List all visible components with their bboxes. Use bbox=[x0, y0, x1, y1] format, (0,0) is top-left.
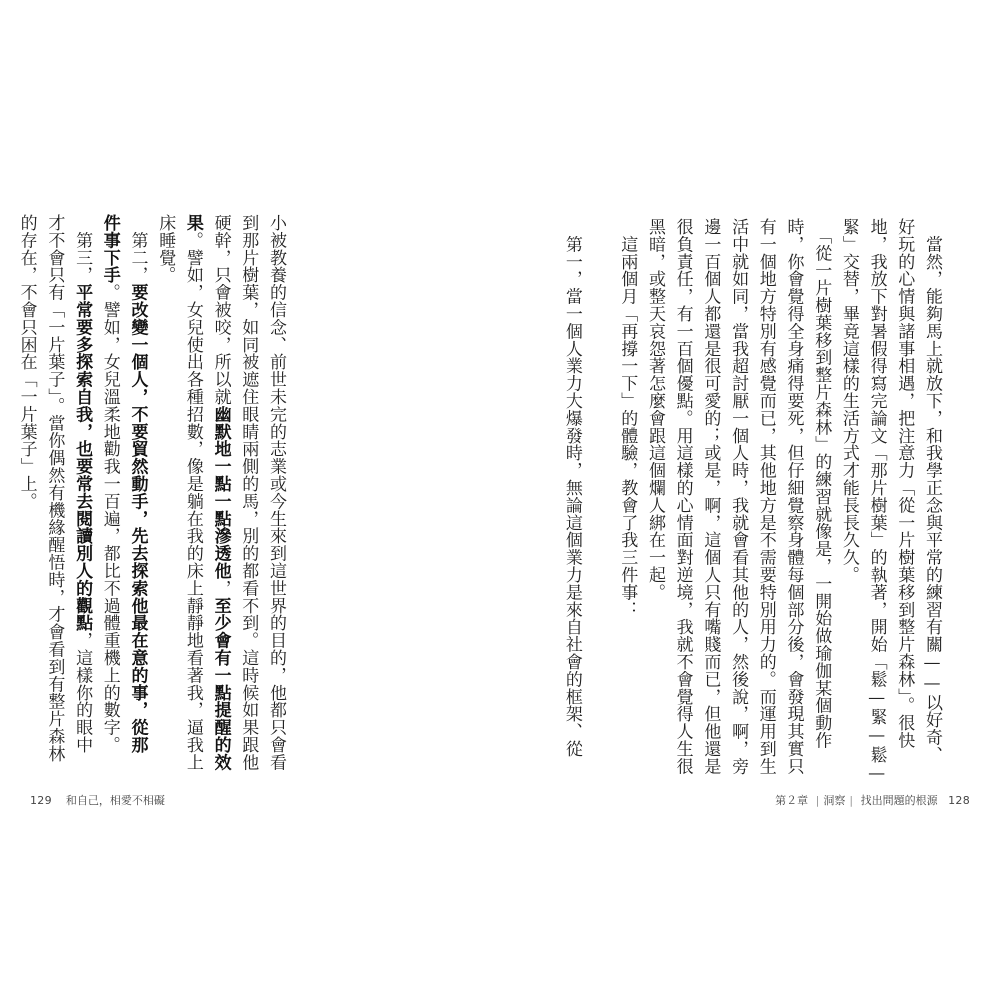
emphasis-text: 幽默地一點一點滲透他 bbox=[210, 405, 231, 580]
right-page-body bbox=[557, 218, 945, 784]
chapter-label: 第２章 bbox=[775, 794, 809, 807]
footer-separator: | bbox=[849, 794, 854, 807]
right-page-footer bbox=[775, 792, 970, 808]
emphasis-text: 果 bbox=[182, 214, 203, 232]
emphasis-text: 至少會有一點提醒的效 bbox=[210, 596, 231, 771]
section-label: 洞察 bbox=[823, 794, 846, 807]
left-page-text-line: 小被教養的信念、前世未完的志業或今生來到這世界的目的，他都只會看 bbox=[266, 214, 286, 771]
chapter-title: 找出問題的根源 bbox=[860, 794, 938, 807]
right-page-text-line: 活中就如同，當我超討厭一個人時，我就會看其他的人，然後說，啊，旁 bbox=[728, 218, 749, 775]
right-page-text-line: 好玩的心情與諸事相遇，把注意力「從一片樹葉移到整片森林」。很快 bbox=[894, 218, 915, 749]
page-number: 129 bbox=[30, 794, 52, 807]
left-page-footer bbox=[30, 792, 165, 808]
right-page bbox=[500, 0, 1000, 1000]
left-page-text-line: 床睡覺。 bbox=[155, 214, 176, 284]
right-page-text-line bbox=[585, 218, 613, 718]
book-title: 和自己，相愛不相礙 bbox=[65, 794, 165, 807]
right-page-text-line: 第一，當一個人業力大爆發時，無論這個業力是來自社會的框架、從 bbox=[561, 218, 582, 758]
right-page-text-line: 時，你會覺得全身痛得要死，但仔細覺察身體每個部分後，會發現其實只 bbox=[783, 218, 804, 775]
right-page-text-line: 地，我放下對暑假得寫完論文「那片樹葉」的執著，開始「鬆—緊—鬆— bbox=[866, 218, 887, 784]
right-page-text-line: 緊」交替，畢竟這樣的生活方式才能長長久久。 bbox=[838, 218, 859, 584]
left-page-text-line: 才不會只有「一片葉子」。當你偶然有機緣醒悟時，才會看到有整片森林 bbox=[44, 214, 65, 763]
page-number: 128 bbox=[948, 794, 970, 807]
left-page-text-line: 硬幹，只會被咬，所以就幽默地一點一點滲透他，至少會有一點提醒的效 bbox=[210, 214, 231, 771]
left-page-text-line: 果。譬如，女兒使出各種招數，像是躺在我的床上靜靜地看著我，逼我上 bbox=[182, 214, 203, 771]
emphasis-text: 要改變一個人，不要貿然動手，先去探索他最在意的事，從那 bbox=[127, 283, 148, 754]
left-page-text-line bbox=[0, 214, 12, 714]
right-page-text-line: 有一個地方特別有感覺而已，其他地方是不需要特別用力的。而運用到生 bbox=[755, 218, 776, 775]
right-page-text-line: 當然，能夠馬上就放下，和我學正念與平常的練習有關——以好奇、 bbox=[922, 218, 942, 764]
footer-separator: | bbox=[815, 794, 820, 807]
left-page-text-line: 第三，平常要多探索自我，也要常去閱讀別人的觀點，這樣你的眼中 bbox=[72, 214, 93, 754]
right-page-text-line: 「從一片樹葉移到整片森林」的練習就像是，一開始做瑜伽某個動作 bbox=[811, 218, 832, 749]
emphasis-text: 件事下手 bbox=[99, 214, 120, 284]
left-page-body bbox=[0, 214, 289, 771]
right-page-text-line: 邊一百個人都還是很可愛的；或是，啊，這個人只有嘴賤而已，但他還是 bbox=[700, 218, 721, 775]
left-page-text-line: 件事下手。譬如，女兒溫柔地勸我一百遍，都比不過體重機上的數字。 bbox=[99, 214, 120, 754]
emphasis-text: 平常要多探索自我，也要常去閱讀別人的觀點 bbox=[72, 283, 93, 632]
left-page-text-line: 第二，要改變一個人，不要貿然動手，先去探索他最在意的事，從那 bbox=[127, 214, 148, 754]
left-page-text-line: 的存在，不會只困在「一片葉子」上。 bbox=[16, 214, 37, 510]
right-page-text-line: 這兩個月「再撐一下」的體驗，教會了我三件事： bbox=[617, 218, 638, 619]
right-page-text-line: 黑暗，或整天哀怨著怎麼會跟這個爛人綁在一起。 bbox=[644, 218, 665, 601]
left-page-text-line: 到那片樹葉，如同被遮住眼睛兩側的馬，別的都看不到。這時候如果跟他 bbox=[238, 214, 259, 771]
right-page-text-line: 很負責任，有一百個優點。用這樣的心情面對逆境，我就不會覺得人生很 bbox=[672, 218, 693, 775]
